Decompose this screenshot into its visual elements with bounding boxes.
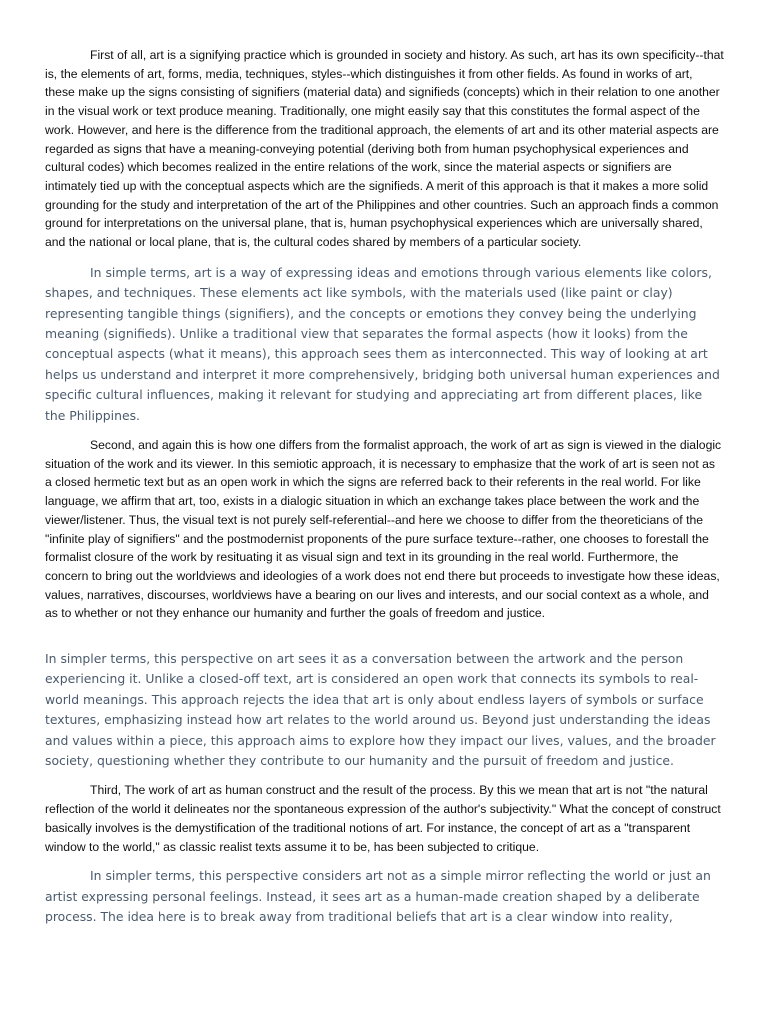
original-paragraph-first: First of all, art is a signifying practice which is grounded in society and history. As such, art has its own specificity--that is, the elements of art, forms, media, techniques, styles--which distinguishes it from other fields. As found in works of art, these make up the signs consisting of signifiers (material data) and signifieds (concepts) which in their relation to one another in the visual work or text produce meaning. Traditionally, one might easily say that this constitutes the formal aspect of the work. However, and here is the difference from the traditional approach, the elements of art and its other material aspects are regarded as signs that have a meaning-conveying potential (deriving both from human psychophysical experiences and cultural codes) which becomes realized in the entire relations of the work, since the material aspects or signifiers are intimately tied up with the conceptual aspects which are the signifieds. A merit of this approach is that it makes a more solid grounding for the study and interpretation of the art of the Philippines and other countries. Such an approach finds a common ground for interpretations on the universal plane, that is, human psychophysical experiences which are universally shared, and the national or local plane, that is, the cultural codes shared by members of a particular society. bbox=[45, 48, 724, 250]
original-paragraph-third: Third, The work of art as human construct and the result of the process. By this we mean that art is not "the natural reflection of the world it delineates nor the spontaneous expression of the author's subjectivity." What the concept of construct basically involves is the demystification of the traditional notions of art. For instance, the concept of art as a "transparent window to the world," as classic realist texts assume it to be, has been subjected to critique. bbox=[45, 783, 721, 854]
simplified-paragraph-second: In simpler terms, this perspective on art sees it as a conversation between the artwork and the person experiencing it. Unlike a closed-off text, art is considered an open work that connects its symbols to real-world meanings. This approach rejects the idea that art is only about endless layers of symbols or surface textures, emphasizing instead how art relates to the world around us. Beyond just understanding the ideas and values within a piece, this approach aims to explore how they impact our lives, values, and the broader society, questioning whether they contribute to our humanity and the pursuit of freedom and justice. bbox=[45, 651, 716, 769]
simplified-paragraph-first: In simple terms, art is a way of expressing ideas and emotions through various elements like colors, shapes, and techniques. These elements act like symbols, with the materials used (like paint or clay) representing tangible things (signifiers), and the concepts or emotions they convey being the underlying meaning (signifieds). Unlike a traditional view that separates the formal aspects (how it looks) from the conceptual aspects (what it means), this approach sees them as interconnected. This way of looking at art helps us understand and interpret it more comprehensively, bridging both universal human experiences and specific cultural influences, making it relevant for studying and appreciating art from different places, like the Philippines. bbox=[45, 264, 720, 423]
simplified-paragraph-third: In simpler terms, this perspective considers art not as a simple mirror reflecting the world or just an artist expressing personal feelings. Instead, it sees art as a human-made creation shaped by a deliberate process. The idea here is to break away from traditional beliefs that art is a clear window into reality, bbox=[45, 868, 711, 925]
original-paragraph-second: Second, and again this is how one differs from the formalist approach, the work of art as sign is viewed in the dialogic situation of the work and its viewer. In this semiotic approach, it is necessary to emphasize that the work of art is seen not as a closed hermetic text but as an open work in which the signs are referred back to their referents in the real world. For like language, we affirm that art, too, exists in a dialogic situation in which an exchange takes place between the work and the viewer/listener. Thus, the visual text is not purely self-referential--and here we choose to differ from the theoreticians of the "infinite play of signifiers" and the postmodernist proponents of the pure surface texture--rather, one chooses to forestall the formalist closure of the work by resituating it as visual sign and text in its grounding in the real world. Furthermore, the concern to bring out the worldviews and ideologies of a work does not end there but proceeds to investigate how these ideas, values, narratives, discourses, worldviews have a bearing on our lives and interests, and our social context as a whole, and as to whether or not they enhance our humanity and further the goals of freedom and justice. bbox=[45, 437, 722, 621]
